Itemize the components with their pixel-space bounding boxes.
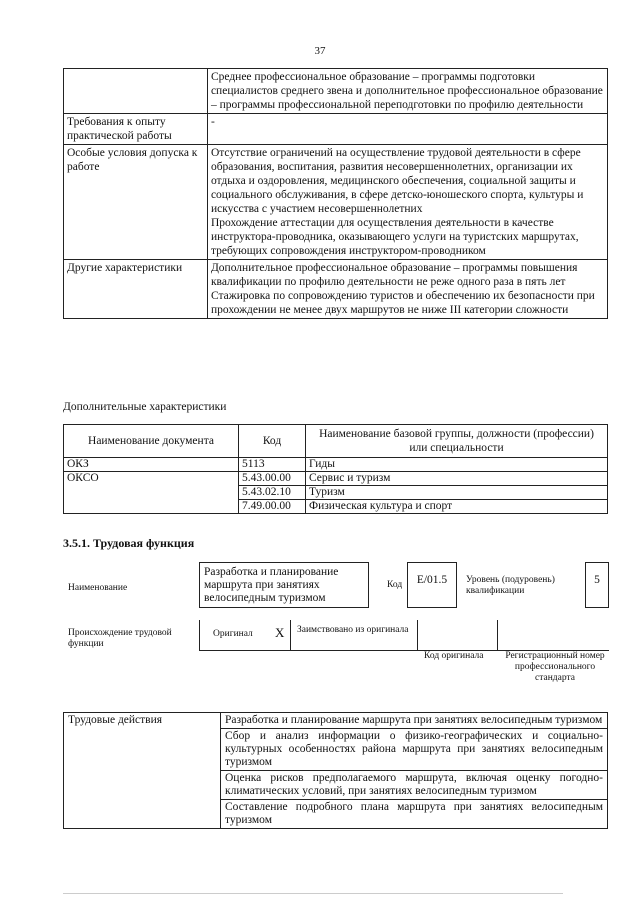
column-header: Наименование документа [64,425,239,458]
table-row [64,486,608,500]
qualification-level-value: 5 [585,562,609,608]
labor-action-item: Оценка рисков предполагаемого маршрута, включая оценку погодно-климатических условий, при занятиях велосипедным туризмом [221,771,608,800]
table-row [64,472,608,486]
row-content [207,114,607,145]
registration-number-label: Регистрационный номер профессионального стандарта [505,651,605,683]
table-row [64,713,608,729]
table-row [64,260,608,319]
row-content [207,260,607,319]
code-cell: 5.43.00.00 [239,472,306,486]
original-mark: X [275,625,285,640]
row-content [207,69,607,114]
page-bottom-divider [63,893,563,894]
page-number: 37 [314,45,326,57]
function-code-value: E/01.5 [407,562,457,608]
doc-cell: ОКСО [64,472,239,486]
name-cell: Сервис и туризм [306,472,608,486]
function-origin-label: Происхождение трудовой функции [68,628,172,649]
table-row [64,145,608,260]
additional-characteristics-table [63,424,608,514]
name-cell: Физическая культура и спорт [306,500,608,514]
table-row [64,500,608,514]
original-label: Оригинал [213,629,253,639]
paragraph: - [210,116,215,128]
name-cell: Гиды [306,458,608,472]
paragraph: Прохождение аттестации для осуществления деятельности в качестве инструктора-проводника, оказывающего услуги на туристских маршрутах, требующих сопровождения инструктором-проводником [210,217,579,257]
table-row [64,69,608,114]
table-header-row [64,425,608,458]
row-label: Другие характеристики [64,260,208,319]
row-label: Особые условия допуска к работе [64,145,208,260]
code-original-cell [417,620,498,650]
code-cell: 7.49.00.00 [239,500,306,514]
qualification-level-label: Уровень (подуровень) квалификации [466,575,555,596]
labor-action-item: Сбор и анализ информации о физико-географических и социально-культурных особенностях района маршрута при занятиях велосипедным туризмом [221,729,608,771]
labor-action-item: Составление подробного плана маршрута при занятиях велосипедным туризмом [221,800,608,829]
name-cell: Туризм [306,486,608,500]
qualification-requirements-table [63,68,608,319]
row-label: Требования к опыту практической работы [64,114,208,145]
paragraph: Стажировка по сопровождению туристов и обеспечению их безопасности при прохождении не менее двух маршрутов не ниже III категории сложности [210,290,595,316]
table-row [64,458,608,472]
section-heading: 3.5.1. Трудовая функция [63,536,195,550]
doc-cell: ОКЗ [64,458,239,472]
additional-characteristics-caption: Дополнительные характеристики [63,401,227,413]
row-label [64,69,208,114]
doc-cell [64,486,239,500]
table-row [64,114,608,145]
row-content [207,145,607,260]
doc-cell [64,500,239,514]
function-code-label: Код [387,580,403,590]
function-name-label: Наименование [68,583,128,593]
code-cell: 5.43.02.10 [239,486,306,500]
paragraph: Среднее профессиональное образование – программы подготовки специалистов среднего звена и дополнительное профессиональное образование – программы профессиональной переподготовки по профилю деятельности [210,71,603,111]
paragraph: Дополнительное профессиональное образование – программы повышения квалификации по профилю деятельности не реже одного раза в пять лет [210,262,578,288]
paragraph: Отсутствие ограничений на осуществление трудовой деятельности в сфере образования, воспитания, развития несовершеннолетних, организации их отдыха и оздоровления, медицинского обеспечения, социальной защиты и социального обслуживания, в сфере детско-юношеского спорта, культуры и искусства с участием несовершеннолетних [210,147,584,215]
code-original-label: Код оригинала [424,651,484,661]
labor-action-item: Разработка и планирование маршрута при занятиях велосипедным туризмом [221,713,608,729]
labor-actions-label: Трудовые действия [64,713,221,829]
function-name-value: Разработка и планирование маршрута при занятиях велосипедным туризмом [199,562,369,608]
column-header: Код [239,425,306,458]
code-cell: 5113 [239,458,306,472]
labor-actions-table [63,712,608,829]
column-header: Наименование базовой группы, должности (профессии) или специальности [306,425,608,458]
borrowed-label: Заимствовано из оригинала [297,625,409,635]
